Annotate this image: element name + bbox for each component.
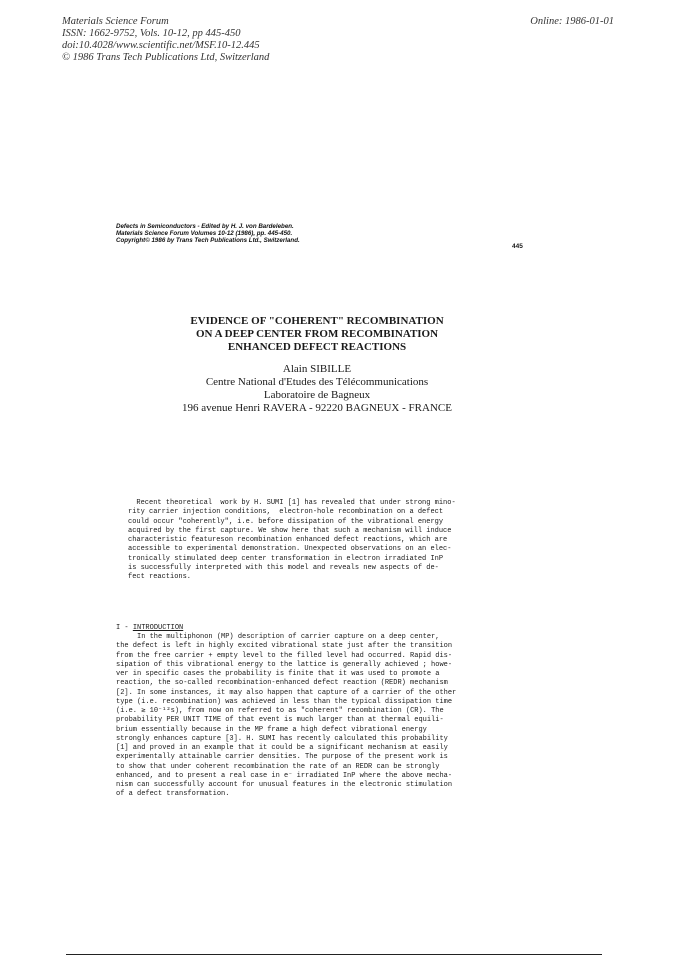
title-line: ON A DEEP CENTER FROM RECOMBINATION (195, 328, 439, 340)
body-line: nism can successfully account for unusual features in the electronic stimulation (116, 781, 453, 789)
body-line: [2]. In some instances, it may also happen that capture of a carrier of the other (116, 688, 457, 697)
title-line: ENHANCED DEFECT REACTIONS (227, 341, 407, 353)
section-heading (116, 624, 183, 633)
author-block (0, 363, 634, 415)
body-line: enhanced, and to present a real case in e⁻ irradiated InP where the above mecha- (116, 771, 453, 780)
affiliation: Laboratoire de Bagneux (263, 389, 371, 401)
bottom-rule (66, 954, 602, 955)
journal-name: Materials Science Forum (62, 16, 169, 27)
title-line: EVIDENCE OF "COHERENT" RECOMBINATION (190, 315, 444, 327)
abstract (128, 499, 456, 583)
issn-line: ISSN: 1662-9752, Vols. 10-12, pp 445-450 (62, 28, 241, 39)
body-line: (i.e. ≳ 10⁻¹²s), from now on referred to as "coherent" recombination (CR). The (116, 707, 444, 715)
body-line: ver in specific cases the probability is finite that it was used to promote a (116, 670, 440, 678)
abstract-line: Recent theoretical work by H. SUMI [1] has revealed that under strong mino- (128, 499, 456, 507)
body-line: type (i.e. recombination) was achieved in less than the typical dissipation time (116, 697, 453, 706)
author-name: Alain SIBILLE (282, 363, 352, 375)
abstract-line: fect reactions. (128, 573, 192, 582)
abstract-line: characteristic featureson recombination enhanced defect reactions, which are (128, 536, 448, 545)
abstract-line: tronically stimulated deep center transformation in electron irradiated InP (128, 554, 444, 563)
address: 196 avenue Henri RAVERA - 92220 BAGNEUX - FRANCE (182, 402, 452, 414)
scan-header-line: Materials Science Forum Volumes 10-12 (1986), pp. 445-450. (116, 230, 293, 238)
page-number: 445 (512, 243, 523, 250)
affiliation: Centre National d'Etudes des Télécommunications (205, 376, 429, 388)
body-line: the defect is left in highly excited vibrational state just after the transition (116, 642, 453, 651)
scan-header (116, 223, 300, 245)
body-line: reaction, the so-called recombination-enhanced defect reaction (REDR) mechanism (116, 679, 448, 688)
body-line: to show that under coherent recombination the rate of an REDR can be strongly (116, 762, 440, 771)
body-line: brium essentially because in the MP frame a high defect vibrational energy (116, 725, 427, 734)
scan-header-line: Copyright© 1986 by Trans Tech Publications Ltd., Switzerland. (116, 237, 300, 245)
abstract-line: acquired by the first capture. We show here that such a mechanism will induce (128, 526, 452, 535)
body-line: probability PER UNIT TIME of that event is much larger than at thermal equili- (116, 716, 444, 725)
paper-title (0, 315, 634, 354)
body-text (116, 633, 456, 800)
body-line: sipation of this vibrational energy to the lattice is generally achieved ; howe- (116, 660, 453, 669)
section-number: I - (116, 624, 133, 632)
scan-header-line: Defects in Semiconductors - Edited by H. J. von Bardeleben. (116, 223, 294, 230)
body-line: strongly enhances capture [3]. H. SUMI has recently calculated this probability (116, 734, 448, 743)
abstract-line: is successfully interpreted with this model and reveals new aspects of de- (128, 564, 439, 573)
abstract-line: rity carrier injection conditions, electron-hole recombination on a defect (128, 508, 444, 517)
citation-block (62, 16, 269, 64)
doi-link[interactable]: doi:10.4028/www.scientific.net/MSF.10-12.445 (62, 40, 260, 51)
body-line: from the free carrier + empty level to the filled level had occurred. Rapid dis- (116, 651, 453, 660)
section-title: INTRODUCTION (132, 624, 184, 632)
body-line: In the multiphonon (MP) description of carrier capture on a deep center, (116, 633, 440, 641)
body-line: of a defect transformation. (116, 790, 230, 799)
body-line: experimentally attainable carrier densities. The purpose of the present work is (116, 753, 448, 762)
abstract-line: accessible to experimental demonstration. Unexpected observations on an elec- (128, 545, 452, 554)
copyright-line: © 1986 Trans Tech Publications Ltd, Switzerland (62, 52, 270, 63)
online-date: Online: 1986-01-01 (530, 16, 614, 27)
body-line: [1] and proved in an example that it could be a significant mechanism at easily (116, 744, 448, 752)
abstract-line: could occur "coherently", i.e. before dissipation of the vibrational energy (128, 517, 444, 526)
